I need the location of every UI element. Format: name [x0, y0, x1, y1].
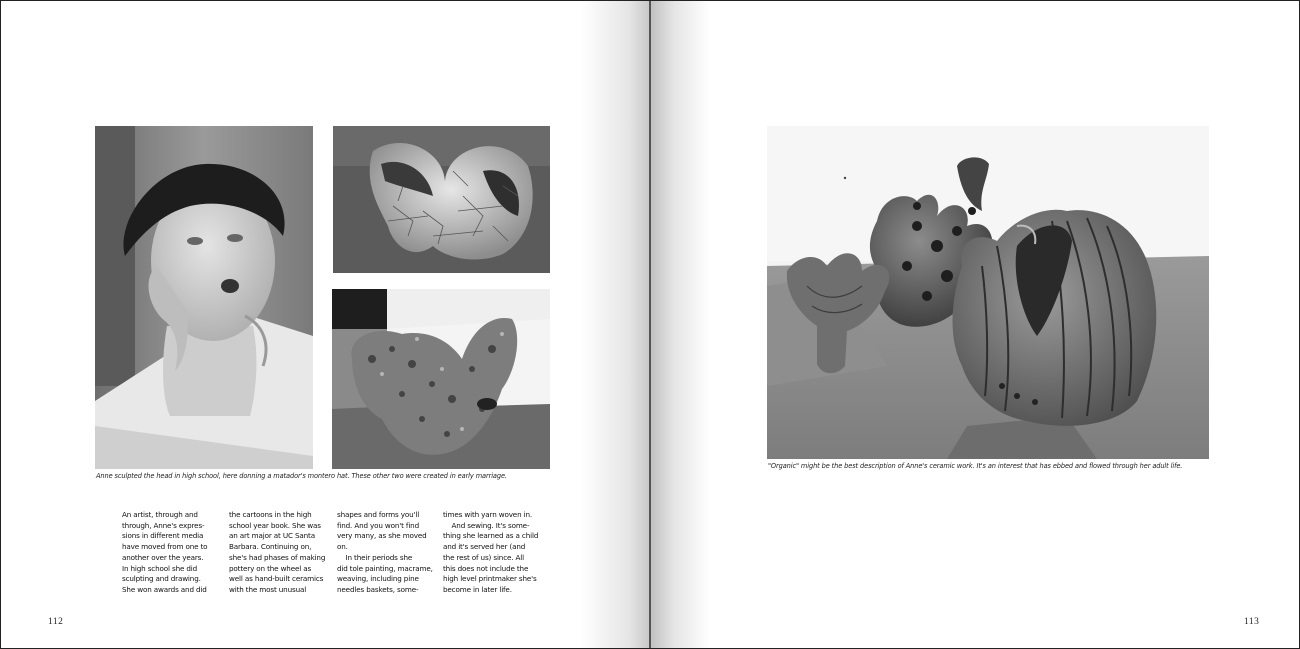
text-column-2 [229, 510, 325, 596]
page-number-left: 112 [48, 617, 64, 627]
text-column-4 [443, 510, 539, 596]
right-page [650, 1, 1300, 648]
photo-head-sculpture [95, 126, 313, 469]
column-line: An artist, through and [122, 510, 198, 519]
column-line: another over the years. [122, 552, 204, 562]
photo-textured-sculpture [332, 289, 550, 469]
column-line: the rest of us) since. All [443, 552, 524, 562]
right-caption: "Organic" might be the best description of Anne's ceramic work. It's an interest that has ebbed and flowed through her adult life. [768, 462, 1183, 470]
column-line: pottery on the wheel as [229, 563, 312, 573]
column-line: weaving, including pine [337, 574, 419, 584]
column-line: find. And you won't find [337, 520, 419, 530]
gutter-divider [649, 1, 651, 649]
left-caption: Anne sculpted the head in high school, here donning a matador's montero hat. These other two were created in early marriage. [96, 472, 507, 480]
column-line: an art major at UC Santa [229, 531, 315, 541]
gutter-shadow [650, 1, 710, 648]
photo-crackle-vessel [333, 126, 550, 273]
column-line: high level printmaker she's [443, 574, 537, 584]
photo-organic-sculptures [767, 126, 1209, 459]
column-line: on. [337, 542, 348, 552]
text-column-3 [337, 510, 433, 596]
column-line: times with yarn woven in. [443, 510, 533, 519]
column-line: and it's served her (and [443, 542, 526, 552]
column-line: And sewing. It's some- [443, 520, 530, 530]
column-line: Barbara. Continuing on, [229, 542, 312, 552]
column-line: In high school she did [122, 563, 198, 573]
left-page [1, 1, 650, 648]
column-line: thing she learned as a child [443, 531, 539, 541]
column-line: the cartoons in the high [229, 510, 312, 519]
text-column-1 [122, 510, 218, 596]
column-line: she's had phases of making [229, 552, 326, 562]
column-line: through, Anne's expres- [122, 520, 205, 530]
column-line: In their periods she [337, 552, 413, 562]
column-line: very many, as she moved [337, 531, 427, 541]
column-line: with the most unusual [229, 584, 307, 594]
column-line: school year book. She was [229, 520, 321, 530]
column-line: did tole painting, macrame, [337, 563, 433, 573]
column-line: She won awards and did [122, 584, 207, 594]
column-line: sculpting and drawing. [122, 574, 201, 584]
column-line: shapes and forms you'll [337, 510, 420, 519]
column-line: well as hand-built ceramics [229, 574, 324, 584]
column-line: needles baskets, some- [337, 584, 419, 594]
page-number-right: 113 [1244, 617, 1260, 627]
column-line: have moved from one to [122, 542, 208, 552]
column-line: this does not include the [443, 563, 529, 573]
column-line: become in later life. [443, 584, 512, 594]
gutter-shadow [580, 1, 650, 648]
column-line: sions in different media [122, 531, 204, 541]
